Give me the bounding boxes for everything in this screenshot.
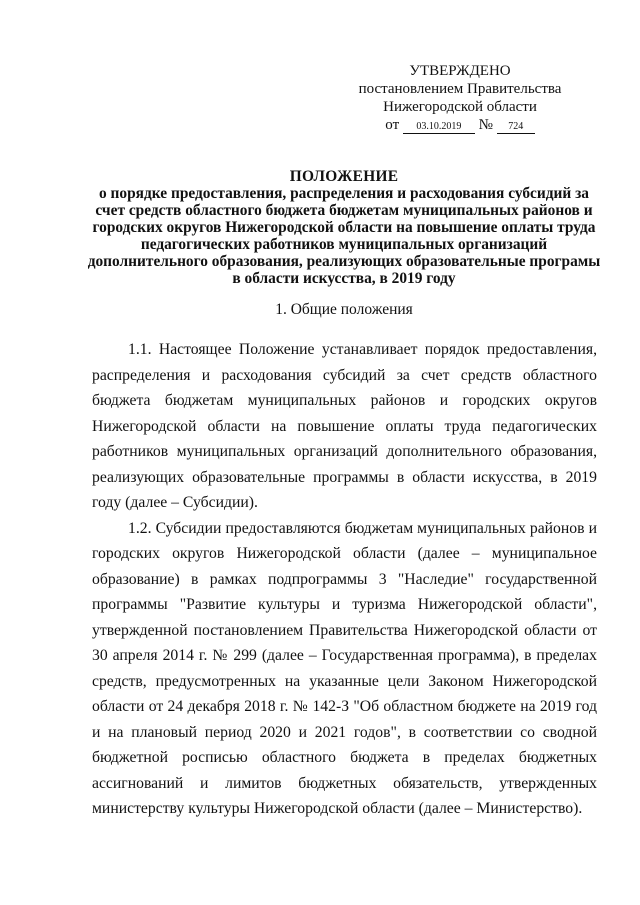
document-title — [84, 168, 604, 287]
paragraph-1-2: 1.2. Субсидии предоставляются бюджетам муниципальных районов и городских округов Нижегородской области (далее – муниципальное образование) в рамках подпрограммы 3 "Наследие" государственной программы "Развитие культуры и туризма Нижегородской области", утвержденной постановлением Правительства Нижегородской области от 30 апреля 2014 г. № 299 (далее – Государственная программа), в пределах средств, предусмотренных на указанные цели Законом Нижегородской области от 24 декабря 2018 г. № 142-З "Об областном бюджете на 2019 год и на плановый период 2020 и 2021 годов", в соответствии со сводной бюджетной росписью областного бюджета в пределах бюджетных ассигнований и лимитов бюджетных обязательств, утвержденных министерству культуры Нижегородской области (далее – Министерство). — [92, 519, 597, 817]
approval-block — [330, 62, 590, 134]
approval-region: Нижегородской области — [383, 99, 537, 115]
approval-stamp-title: УТВЕРЖДЕНО — [409, 63, 511, 79]
document-body — [92, 337, 597, 822]
approval-authority: постановлением Правительства — [358, 81, 562, 97]
document-heading: ПОЛОЖЕНИЕ — [289, 168, 399, 185]
document-subtitle: о порядке предоставления, распределения и расходования субсидий за счет средств областного бюджета бюджетам муниципальных районов и городских округов Нижегородской области на повышение оплаты труда педагогических работников муниципальных организаций дополнительного образования, реализующих образовательные програмы в области искусства, в 2019 году — [87, 185, 601, 287]
number-label: № — [478, 117, 493, 133]
approval-number: 724 — [497, 121, 535, 134]
approval-date: 03.10.2019 — [403, 121, 475, 134]
approval-date-number-line — [330, 116, 590, 134]
from-label: от — [385, 117, 400, 133]
paragraph-1-1: 1.1. Настоящее Положение устанавливает порядок предоставления, распределения и расходования субсидий за счет средств областного бюджета бюджетам муниципальных районов и городских округов Нижегородской области на повышение оплаты труда педагогических работников муниципальных организаций дополнительного образования, реализующих образовательные программы в области искусства, в 2019 году (далее – Субсидии). — [92, 341, 597, 511]
section-heading: 1. Общие положения — [275, 301, 413, 318]
